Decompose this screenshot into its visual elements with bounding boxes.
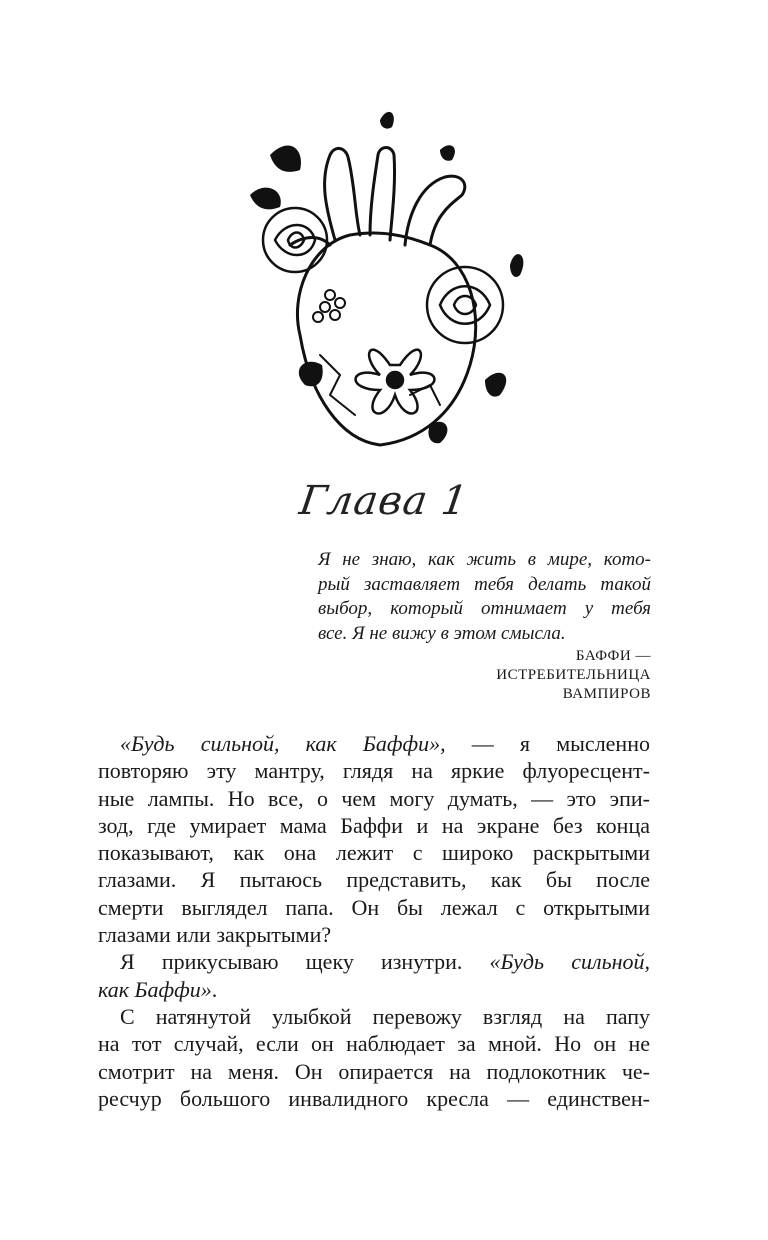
text-line: повторяю эту мантру, глядя на яркие флуоресцент-: [98, 758, 650, 784]
text-fragment: Я прикусываю щеку изнутри.: [120, 949, 490, 975]
floral-heart-illustration: [230, 95, 530, 455]
chapter-title: Глава 1: [296, 478, 472, 524]
text-line: показывают, как она лежит с широко раскрытыми: [98, 840, 650, 866]
text-line: ные лампы. Но все, о чем могу думать, — это эпи-: [98, 785, 650, 811]
text-line: зод, где умирает мама Баффи и на экране без конца: [98, 812, 650, 838]
text-line: на тот случай, если он наблюдает за мной. Но он не: [98, 1031, 650, 1057]
text-fragment: — я мысленно: [445, 731, 650, 756]
italic-quote: «Будь сильной, как Баффи»,: [120, 731, 446, 756]
text-line: смерти выглядел папа. Он бы лежал с открытыми: [98, 894, 650, 920]
epigraph-line: Я не знаю, как жить в мире, кото-: [318, 549, 651, 570]
text-line: глазами. Я пытаюсь представить, как бы после: [98, 867, 650, 893]
text-line: ресчур большого инвалидного кресла — единствен-: [98, 1085, 650, 1111]
epigraph-line: рый заставляет тебя делать такой: [318, 573, 651, 595]
epigraph-source-line: ИСТРЕБИТЕЛЬНИЦА: [496, 667, 651, 683]
text-fragment: .: [211, 976, 218, 1002]
epigraph-source: [496, 647, 651, 704]
epigraph-quote: [318, 548, 651, 646]
text-line: глазами или закрытыми?: [98, 922, 332, 948]
epigraph-line: выбор, который отнимает у тебя: [318, 598, 651, 619]
epigraph-source-line: БАФФИ —: [575, 648, 651, 664]
body-text: [98, 730, 650, 1112]
italic-quote: «Будь сильной,: [489, 949, 650, 975]
text-line: [98, 976, 650, 1003]
text-line: смотрит на меня. Он опирается на подлокотник че-: [98, 1058, 650, 1084]
italic-quote: как Баффи»: [98, 976, 212, 1002]
epigraph-line: все. Я не вижу в этом смысла.: [318, 622, 566, 644]
text-line: [120, 948, 650, 975]
epigraph-source-line: ВАМПИРОВ: [562, 686, 651, 702]
text-line: [120, 730, 650, 757]
text-line: С натянутой улыбкой перевожу взгляд на папу: [120, 1003, 650, 1029]
